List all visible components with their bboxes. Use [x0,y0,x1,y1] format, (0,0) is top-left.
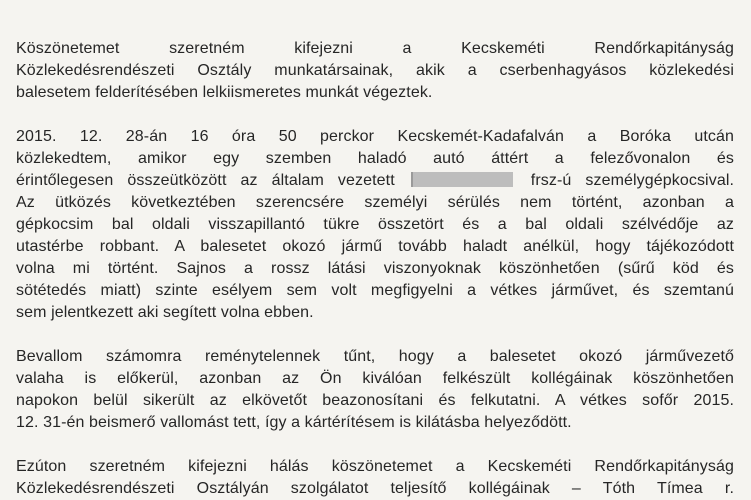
text-line: balesetem felderítésében lelkiismeretes munkát végeztek. [16,84,433,101]
text-line: gépkocsim bal oldali visszapillantó tükre összetört és a bal oldali szélvédője az [16,216,734,233]
text-segment: érintőlegesen összeütközött az általam vezetett [16,172,395,189]
text-line: Az ütközés következtében szerencsére személyi sérülés nem történt, azonban a [16,194,734,211]
text-line: napokon belül sikerült az elkövetőt beazonosítani és felkutatni. A vétkes sofőr 2015. [16,392,734,409]
text-line: utastérbe robbant. A balesetet okozó jármű tovább haladt anélkül, hogy tájékozódott [16,238,734,255]
paragraph-incident [16,126,734,324]
text-line: Köszönetemet szeretném kifejezni a Kecskeméti Rendőrkapitányság [16,40,734,57]
text-line: sötétedés miatt) szinte esélyem sem volt megfigyelni a vétkes járművet, és szemtanú [16,282,734,299]
text-line: valaha is előkerül, azonban az Ön kiválóan felkészült kollégáinak köszönhetően [16,370,734,387]
text-line: közlekedtem, amikor egy szemben haladó autó áttért a felezővonalon és [16,150,734,167]
paragraph-outcome [16,346,734,434]
text-line: 2015. 12. 28-án 16 óra 50 perckor Kecskemét-Kadafalván a Boróka utcán [16,128,734,145]
paragraph-thanks [16,38,734,104]
text-segment: frsz-ú személygépkocsival. [530,172,735,189]
text-line: Bevallom számomra reménytelennek tűnt, hogy a balesetet okozó járművezető [16,348,734,365]
text-line: Közlekedésrendészeti Osztály munkatársainak, akik a cserbenhagyásos közlekedési [16,62,734,79]
text-line: 12. 31-én beismerő vallomást tett, így a kártérítésem is kilátásba helyeződött. [16,414,572,431]
text-line: volna mi történt. Sajnos a rossz látási viszonyoknak köszönhetően (sűrű köd és [16,260,734,277]
text-line-with-redaction [16,170,734,192]
letter-body [16,38,734,500]
text-line: sem jelentkezett aki segített volna ebben. [16,304,314,321]
redacted-plate-number [411,172,513,187]
paragraph-gratitude [16,456,734,500]
text-line: Közlekedésrendészeti Osztályán szolgálatot teljesítő kollégáinak – Tóth Tímea r. [16,480,734,497]
text-line: Ezúton szeretném kifejezni hálás köszönetemet a Kecskeméti Rendőrkapitányság [16,458,734,475]
